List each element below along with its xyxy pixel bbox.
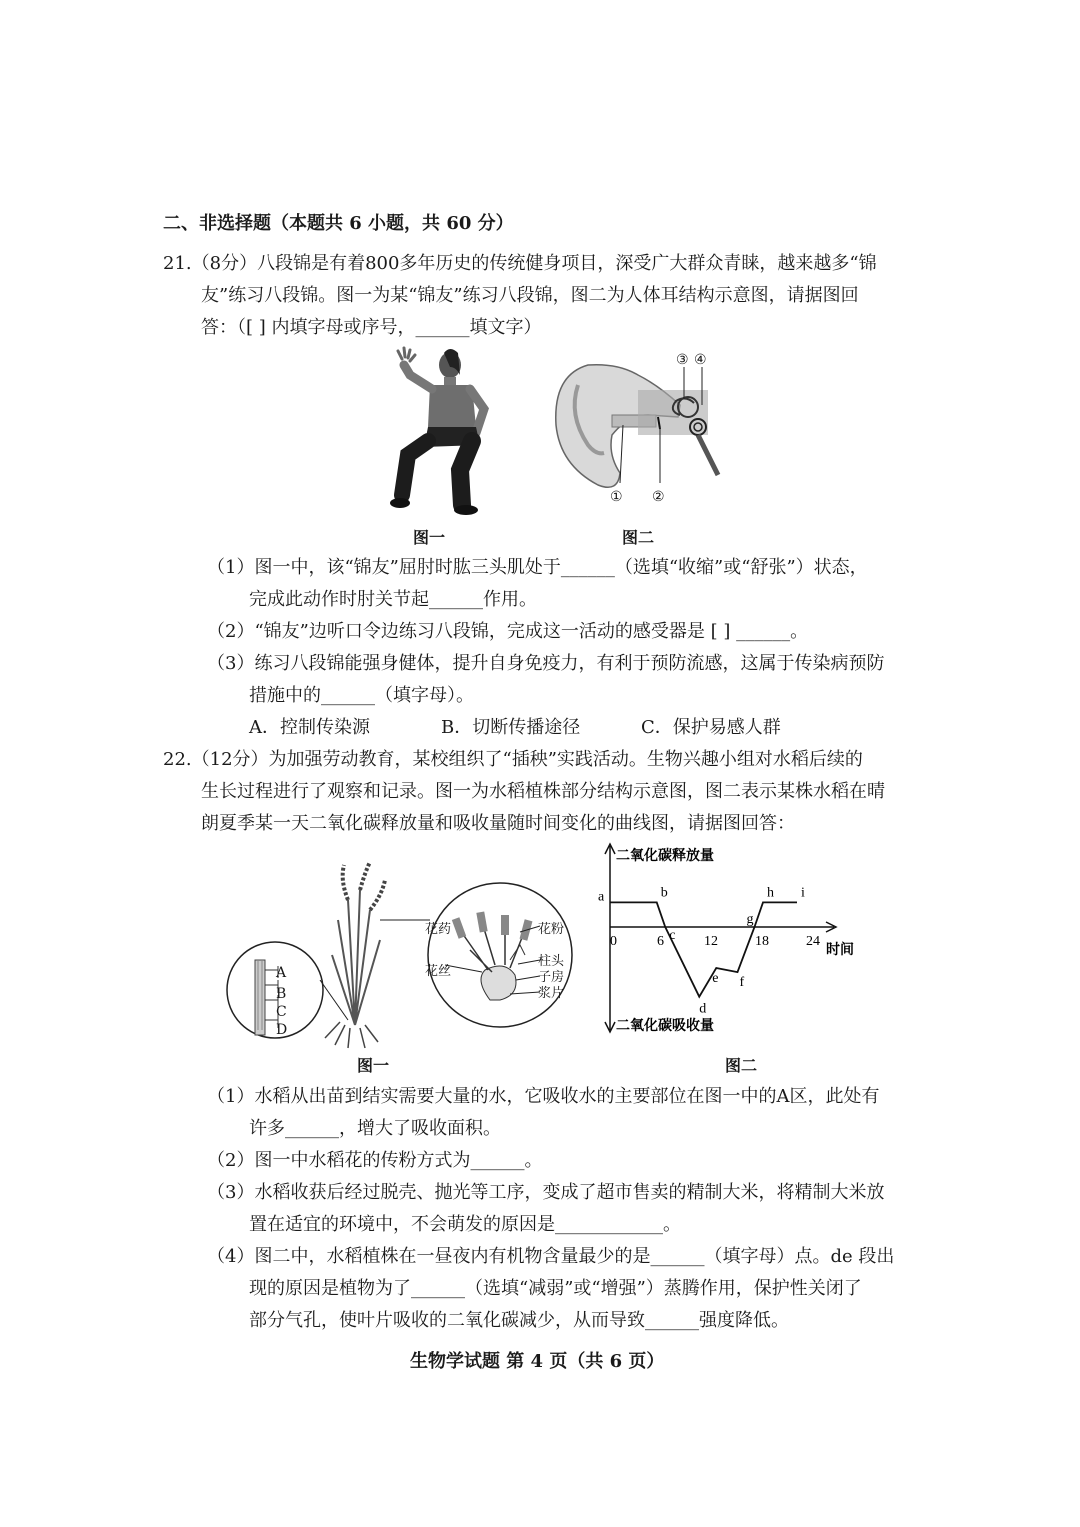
x-label-time: 时间: [826, 941, 854, 957]
section-title: 二、非选择题（本题共 6 小题，共 60 分）: [163, 213, 514, 234]
y-label-absorb: 二氧化碳吸收量: [616, 1017, 714, 1033]
ear-label-1: ①: [610, 489, 623, 505]
q21-stem-line-3: 答：（[ ] 内填字母或序号，______填文字）: [201, 317, 542, 338]
q21-item-1-line-2: 完成此动作时肘关节起______作用。: [249, 589, 537, 610]
q22-stem-line-2: 生长过程进行了观察和记录。图一为水稻植株部分结构示意图，图二表示某株水稻在晴: [201, 781, 885, 802]
root-label-b: B: [276, 986, 287, 1002]
q21-item-2: （2）“锦友”边听口令边练习八段锦，完成这一活动的感受器是 [ ] ______。: [207, 621, 809, 642]
q22-stem-line-3: 朗夏季某一天二氧化碳释放量和吸收量随时间变化的曲线图，请据图回答：: [201, 813, 795, 834]
y-label-release: 二氧化碳释放量: [616, 847, 714, 863]
x-tick-labels: [610, 934, 820, 949]
q21-item-1-line-1: （1）图一中，该“锦友”屈肘时肱三头肌处于______（选填“收缩”或“舒张”）状态，: [207, 557, 868, 578]
point-labels: [598, 885, 805, 1016]
point-label-c: c: [669, 928, 676, 943]
ear-label-4: ④: [694, 352, 707, 368]
q22-fig1-caption: 图一: [357, 1056, 390, 1075]
flower-label-pollen: 花粉: [538, 922, 565, 937]
q22-item-3-line-2: 置在适宜的环境中，不会萌发的原因是____________。: [249, 1214, 681, 1235]
point-label-e: e: [712, 971, 719, 986]
q21-stem-line-2: 友”练习八段锦。图一为某“锦友”练习八段锦，图二为人体耳结构示意图，请据图回: [201, 285, 859, 306]
point-label-i: i: [801, 885, 805, 901]
root-label-a: A: [276, 965, 287, 981]
q22-item-4-line-1: （4）图二中，水稻植株在一昼夜内有机物含量最少的是______（填字母）点。de 段出: [207, 1246, 895, 1267]
x-tick-6: 6: [657, 934, 664, 949]
x-tick-18: 18: [755, 934, 769, 949]
point-label-f: f: [739, 975, 745, 991]
x-tick-24: 24: [806, 934, 820, 949]
co2-exchange-chart: [596, 840, 866, 1040]
ear-label-2: ②: [652, 489, 665, 505]
q21-fig1-caption: 图一: [413, 528, 446, 547]
point-label-h: h: [767, 885, 774, 901]
flower-label-lodicule: 浆片: [538, 986, 565, 1001]
page-footer: 生物学试题 第 4 页（共 6 页）: [410, 1351, 665, 1372]
q21-fig2-caption: 图二: [622, 528, 655, 547]
x-tick-0: 0: [610, 934, 617, 949]
q22-item-1-line-2: 许多______，增大了吸收面积。: [249, 1118, 501, 1139]
q21-option-b: B．切断传播途径: [441, 717, 581, 738]
q21-stem-line-1: 21.（8分）八段锦是有着800多年历史的传统健身项目，深受广大群众青睐，越来越多“锦: [163, 253, 877, 274]
q21-option-a: A．控制传染源: [249, 717, 370, 738]
co2-curve: [610, 902, 797, 996]
q22-fig2-caption: 图二: [725, 1056, 758, 1075]
q21-item-3-line-2: 措施中的______（填字母）。: [249, 685, 474, 706]
root-label-c: C: [276, 1004, 287, 1020]
flower-label-stigma: 柱头: [538, 954, 565, 969]
q22-stem-line-1: 22.（12分）为加强劳动教育，某校组织了“插秧”实践活动。生物兴趣小组对水稻后续的: [163, 749, 863, 770]
root-label-d: D: [276, 1022, 288, 1038]
q22-item-3-line-1: （3）水稻收获后经过脱壳、抛光等工序，变成了超市售卖的精制大米，将精制大米放: [207, 1182, 885, 1203]
ear-label-3: ③: [676, 352, 689, 368]
q21-item-3-line-1: （3）练习八段锦能强身健体，提升自身免疫力，有利于预防流感，这属于传染病预防: [207, 653, 885, 674]
rice-plant-figure: [220, 860, 580, 1050]
q22-item-2: （2）图一中水稻花的传粉方式为______。: [207, 1150, 543, 1171]
flower-label-filament: 花丝: [425, 964, 452, 979]
baduanjin-person-figure: [388, 345, 508, 515]
rice-plant-icon: [325, 862, 385, 1048]
point-label-b: b: [660, 885, 668, 901]
q21-option-c: C．保护易感人群: [641, 717, 781, 738]
x-tick-12: 12: [704, 934, 718, 949]
q22-item-1-line-1: （1）水稻从出苗到结实需要大量的水，它吸收水的主要部位在图一中的A区，此处有: [207, 1086, 880, 1107]
q22-item-4-line-2: 现的原因是植物为了______（选填“减弱”或“增强”）蒸腾作用，保护性关闭了: [249, 1278, 862, 1299]
point-label-d: d: [699, 1001, 707, 1017]
point-label-a: a: [598, 889, 605, 905]
flower-label-anther: 花药: [425, 922, 452, 937]
flower-label-ovary: 子房: [538, 970, 565, 985]
point-label-g: g: [746, 912, 754, 927]
q22-item-4-line-3: 部分气孔，使叶片吸收的二氧化碳减少，从而导致______强度降低。: [249, 1310, 789, 1331]
